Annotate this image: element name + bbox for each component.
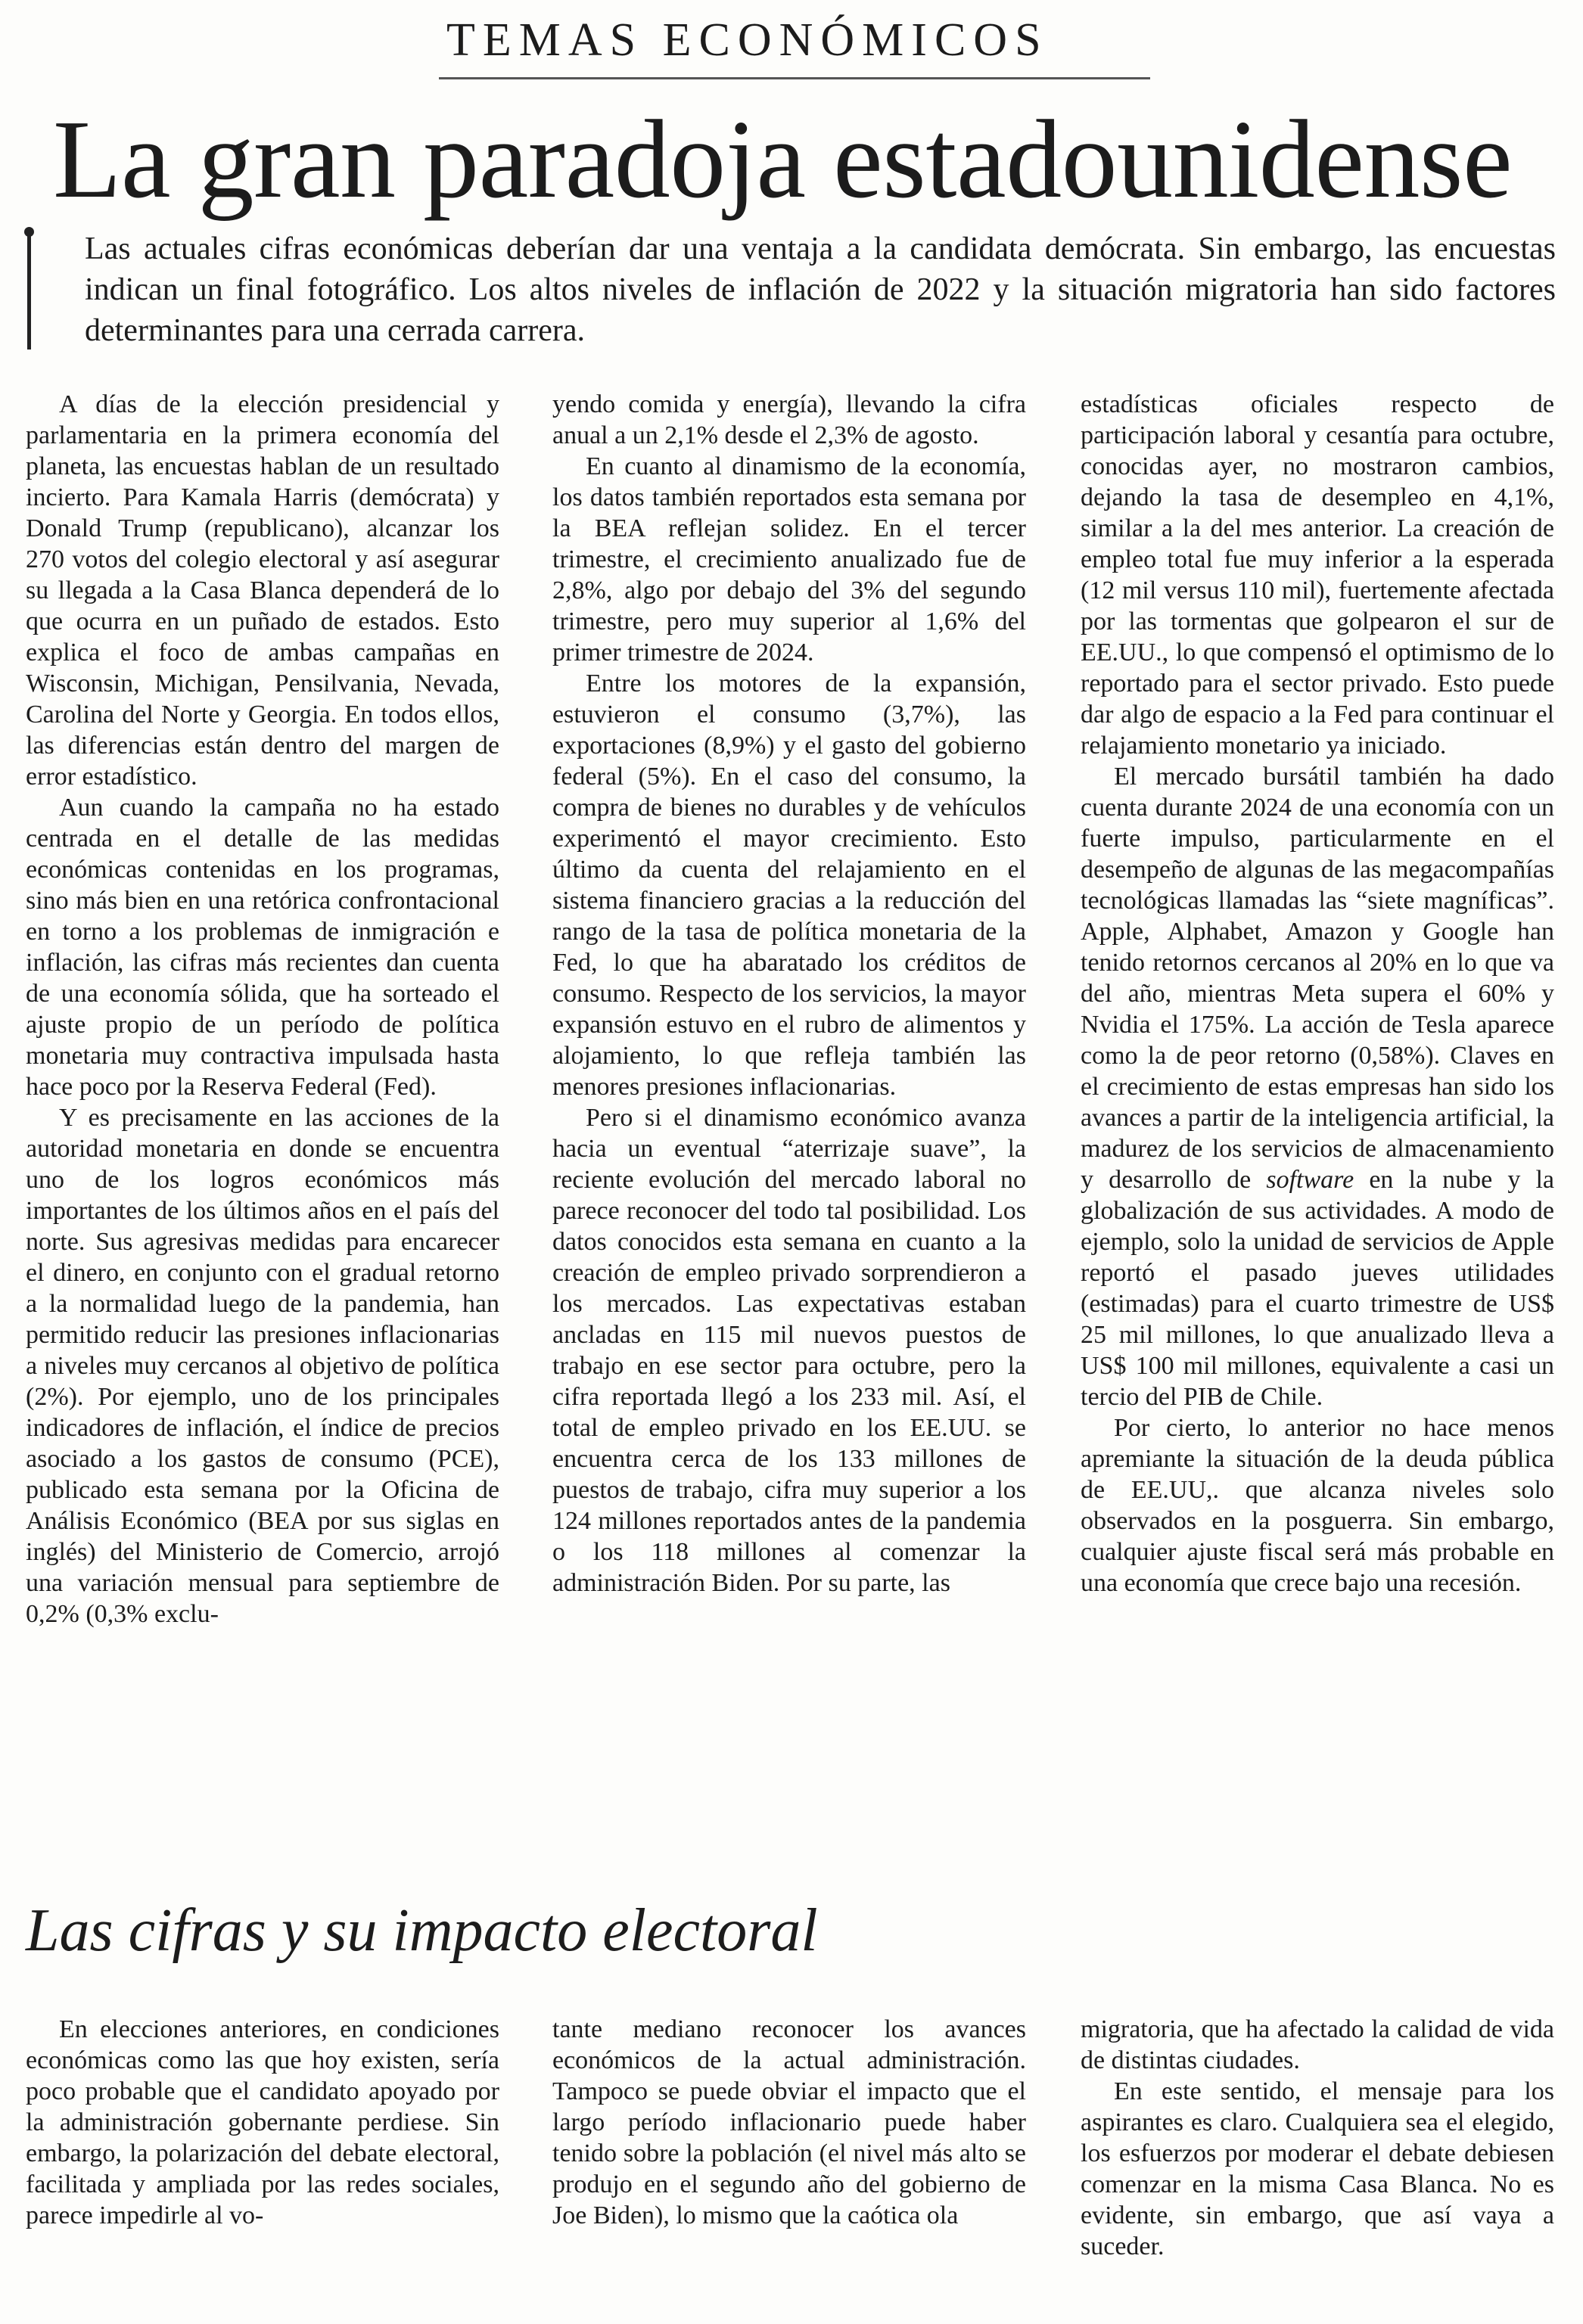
paragraph xyxy=(1081,761,1554,1412)
article-column-6 xyxy=(1081,2014,1554,2262)
paragraph: Y es precisamente en las acciones de la autoridad monetaria en donde se encuentra uno de los logros económicos más importantes de los últimos años en el país del norte. Sus agresivas medidas para encarecer el dinero, en conjunto con el gradual retorno a la normalidad luego de la pandemia, han permitido reducir las presiones inflacionarias a niveles muy cercanos al objetivo de política (2%). Por ejemplo, uno de los principales indicadores de inflación, el índice de precios asociado a los gastos de consumo (PCE), publicado esta semana por la Oficina de Análisis Económico (BEA por sus siglas en inglés) del Ministerio de Comercio, arrojó una variación mensual para septiembre de 0,2% (0,3% exclu- xyxy=(26,1104,499,1628)
paragraph: A días de la elección presidencial y parlamentaria en la primera economía del planeta, las encuestas hablan de un resultado incierto. Para Kamala Harris (demócrata) y Donald Trump (republicano), alcanzar los 270 votos del colegio electoral y así asegurar su llegada a la Casa Blanca dependerá de lo que ocurra en un puñado de estados. Esto explica el foco de ambas campañas en Wisconsin, Michigan, Pensilvania, Nevada, Carolina del Norte y Georgia. En todos ellos, las diferencias están dentro del margen de error estadístico. xyxy=(26,390,499,791)
lead-marker xyxy=(27,230,31,350)
paragraph: En cuanto al dinamismo de la economía, los datos también reportados esta semana por la BEA reflejan solidez. En el tercer trimestre, el crecimiento anualizado fue de 2,8%, algo por debajo del 3% del segundo trimestre, pero muy superior al 1,6% del primer trimestre de 2024. xyxy=(552,452,1026,666)
paragraph: En este sentido, el mensaje para los aspirantes es claro. Cualquiera sea el elegido, los esfuerzos por moderar el debate debiesen comenzar en la misma Casa Blanca. No es evidente, sin embargo, que así vaya a suceder. xyxy=(1081,2077,1554,2260)
section-rule xyxy=(439,77,1150,79)
article-column-2 xyxy=(552,389,1026,1599)
paragraph: tante mediano reconocer los avances económicos de la actual administración. Tampoco se puede obviar el impacto que el largo período inflacionario puede haber tenido sobre la población (el nivel más alto se produjo en el segundo año del gobierno de Joe Biden), lo mismo que la caótica ola xyxy=(552,2015,1026,2229)
article-column-4 xyxy=(26,2014,499,2231)
text-run: en la nube y la globalización de sus actividades. A modo de ejemplo, solo la unidad de servicios de Apple reportó el pasado jueves utilidades (estimadas) para el cuarto trimestre de US$ 25 mil millones, lo que anualizado lleva a US$ 100 mil millones, equivalente a casi un tercio del PIB de Chile. xyxy=(1081,1166,1554,1411)
paragraph: yendo comida y energía), llevando la cifra anual a un 2,1% desde el 2,3% de agosto. xyxy=(552,390,1026,449)
subheading: Las cifras y su impacto electoral xyxy=(26,1897,818,1964)
article-column-3 xyxy=(1081,389,1554,1599)
paragraph: En elecciones anteriores, en condiciones económicas como las que hoy existen, sería poco probable que el candidato apoyado por la administración gobernante perdiese. Sin embargo, la polarización del debate electoral, facilitada y ampliada por las redes sociales, parece impedirle al vo- xyxy=(26,2015,499,2229)
paragraph: Por cierto, lo anterior no hace menos apremiante la situación de la deuda pública de EE.UU,. que alcanza niveles solo observados en la posguerra. Sin embargo, cualquier ajuste fiscal será más probable en una economía que crece bajo una recesión. xyxy=(1081,1414,1554,1597)
lead-paragraph: Las actuales cifras económicas deberían dar una ventaja a la candidata demócrata. Sin embargo, las encuestas indican un final fotográfico. Los altos niveles de inflación de 2022 y la situación migratoria han sido factores determinantes para una cerrada carrera. xyxy=(85,231,1556,348)
article-column-5 xyxy=(552,2014,1026,2231)
article-column-1 xyxy=(26,389,499,1630)
paragraph: Entre los motores de la expansión, estuvieron el consumo (3,7%), las exportaciones (8,9%) y el gasto del gobierno federal (5%). En el caso del consumo, la compra de bienes no durables y de vehículos experimentó el mayor crecimiento. Esto último da cuenta del relajamiento en el sistema financiero gracias a la reducción del rango de la tasa de política monetaria de la Fed, lo que ha abaratado los créditos de consumo. Respecto de los servicios, la mayor expansión estuvo en el rubro de alimentos y alojamiento, lo que refleja también las menores presiones inflacionarias. xyxy=(552,670,1026,1101)
headline: La gran paradoja estadounidense xyxy=(53,98,1513,222)
paragraph: Aun cuando la campaña no ha estado centrada en el detalle de las medidas económicas contenidas en los programas, sino más bien en una retórica confrontacional en torno a los problemas de inmigración e inflación, las cifras más recientes dan cuenta de una economía sólida, que ha sorteado el ajuste propio de un período de política monetaria muy contractiva impulsada hasta hace poco por la Reserva Federal (Fed). xyxy=(26,794,499,1101)
text-run: El mercado bursátil también ha dado cuenta durante 2024 de una economía con un fuerte impulso, particularmente en el desempeño de algunas de las megacompañías tecnológicas llamadas las “siete magníficas”. Apple, Alphabet, Amazon y Google han tenido retornos cercanos al 20% en lo que va del año, mientras Meta supera el 60% y Nvidia el 175%. La acción de Tesla aparece como la de peor retorno (0,58%). Claves en el crecimiento de estas empresas han sido los avances a partir de la inteligencia artificial, la madurez de los servicios de almacenamiento y desarrollo de xyxy=(1081,763,1554,1194)
italic-term: software xyxy=(1266,1166,1354,1194)
section-label: TEMAS ECONÓMICOS xyxy=(446,14,1049,66)
paragraph: estadísticas oficiales respecto de participación laboral y cesantía para octubre, conocidas ayer, no mostraron cambios, dejando la tasa de desempleo en 4,1%, similar a la del mes anterior. La creación de empleo total fue muy inferior a la esperada (12 mil versus 110 mil), fuertemente afectada por las tormentas que golpearon el sur de EE.UU., lo que compensó el optimismo de lo reportado para el sector privado. Esto puede dar algo de espacio a la Fed para continuar el relajamiento monetario ya iniciado. xyxy=(1081,390,1554,760)
paragraph: Pero si el dinamismo económico avanza hacia un eventual “aterrizaje suave”, la reciente evolución del mercado laboral no parece reconocer del todo tal posibilidad. Los datos conocidos esta semana en cuanto a la creación de empleo privado sorprendieron a los mercados. Las expectativas estaban ancladas en 115 mil nuevos puestos de trabajo en ese sector para octubre, pero la cifra reportada llegó a los 233 mil. Así, el total de empleo privado en los EE.UU. se encuentra cerca de los 133 millones de puestos de trabajo, cifra muy superior a los 124 millones reportados antes de la pandemia o los 118 millones al comenzar la administración Biden. Por su parte, las xyxy=(552,1104,1026,1597)
paragraph: migratoria, que ha afectado la calidad de vida de distintas ciudades. xyxy=(1081,2015,1554,2074)
